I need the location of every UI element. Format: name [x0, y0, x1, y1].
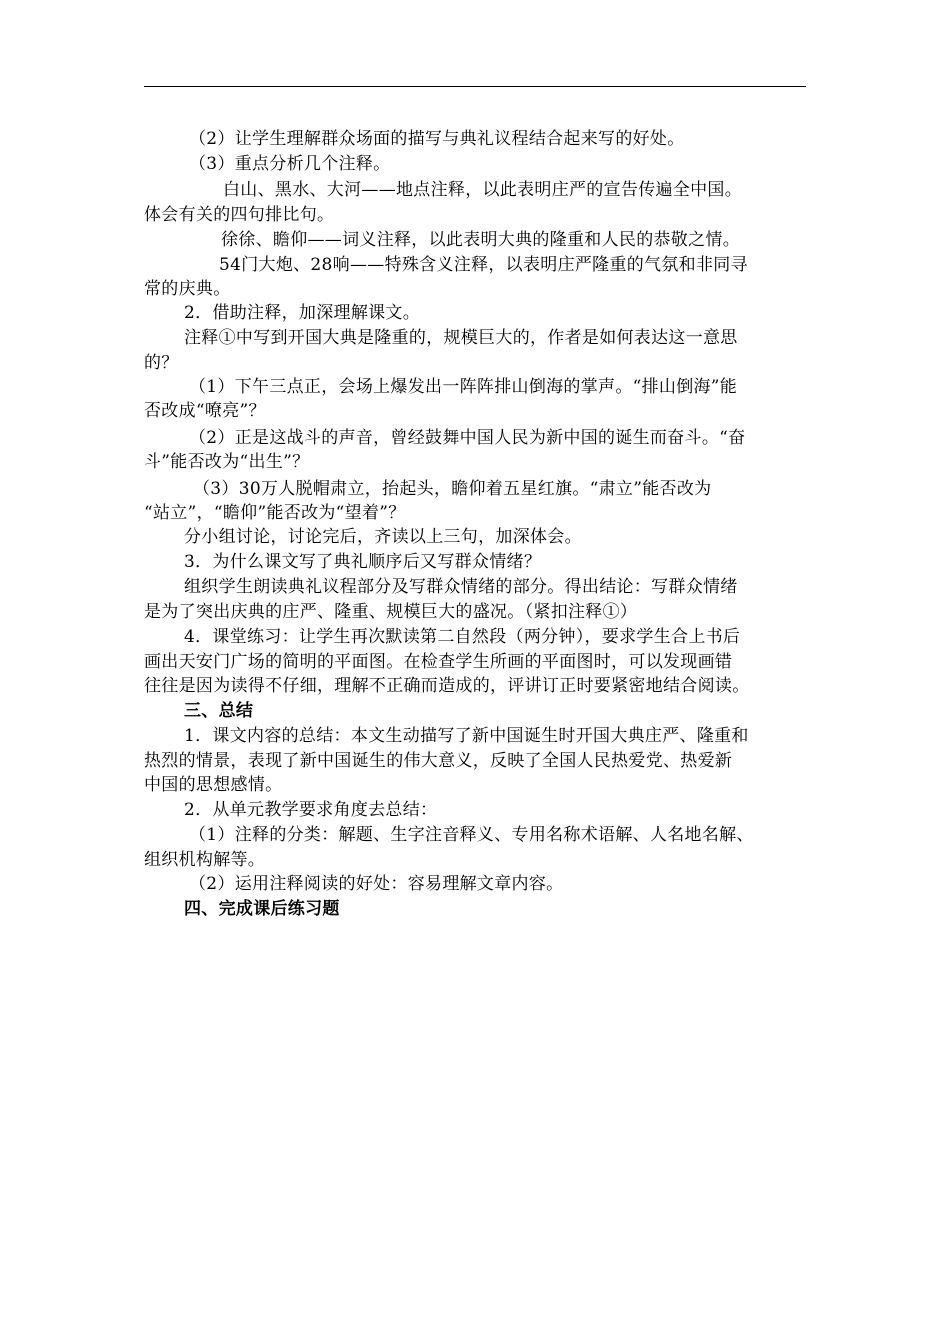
text-line: 白山、黑水、大河——地点注释，以此表明庄严的宣告传遍全中国。 — [223, 180, 742, 200]
text-line: 3．为什么课文写了典礼顺序后又写群众情绪？ — [184, 552, 542, 572]
text-line: 常的庆典。 — [144, 279, 231, 299]
text-line: 体会有关的四句排比句。 — [144, 205, 335, 225]
section-heading: 四、完成课后练习题 — [184, 899, 340, 919]
text-line: 是为了突出庆典的庄严、隆重、规模巨大的盛况。（紧扣注释①） — [144, 602, 638, 622]
text-line: 热烈的情景，表现了新中国诞生的伟大意义，反映了全国人民热爱党、热爱新 — [144, 751, 733, 771]
text-line: 注释①中写到开国大典是隆重的，规模巨大的，作者是如何表达这一意思 — [184, 328, 738, 348]
text-line: 否改成“嘹亮”？ — [144, 401, 266, 421]
text-line: （3）30万人脱帽肃立，抬起头，瞻仰着五星红旗。“肃立”能否改为 — [193, 479, 712, 499]
text-line: （2）正是这战斗的声音，曾经鼓舞中国人民为新中国的诞生而奋斗。“奋 — [189, 428, 746, 448]
text-line: 的？ — [144, 353, 179, 373]
header-rule — [144, 86, 806, 87]
text-line: 2．从单元教学要求角度去总结： — [184, 800, 438, 820]
text-line: 1．课文内容的总结：本文生动描写了新中国诞生时开国大典庄严、隆重和 — [184, 726, 749, 746]
text-line: （3）重点分析几个注释。 — [189, 154, 391, 174]
text-line: 4．课堂练习：让学生再次默读第二自然段（两分钟），要求学生合上书后 — [184, 627, 741, 647]
text-line: 画出天安门广场的简明的平面图。在检查学生所画的平面图时，可以发现画错 — [144, 652, 733, 672]
text-line: “站立”，“瞻仰”能否改为“望着”？ — [144, 503, 406, 523]
text-line: （2）运用注释阅读的好处：容易理解文章内容。 — [189, 874, 564, 894]
text-line: 中国的思想感情。 — [144, 775, 283, 795]
text-line: （2）让学生理解群众场面的描写与典礼议程结合起来写的好处。 — [189, 129, 685, 149]
text-line: 分小组讨论，讨论完后，齐读以上三句，加深体会。 — [184, 527, 582, 547]
text-line: 徐徐、瞻仰——词义注释，以此表明大典的隆重和人民的恭敬之情。 — [221, 230, 740, 250]
text-line: 斗”能否改为“出生”？ — [144, 452, 310, 472]
text-line: （1）注释的分类：解题、生字注音释义、专用名称术语解、人名地名解、 — [189, 825, 754, 845]
text-line: 组织机构解等。 — [144, 850, 266, 870]
text-line: （1）下午三点正，会场上爆发出一阵阵排山倒海的掌声。“排山倒海”能 — [189, 377, 738, 397]
section-heading: 三、总结 — [184, 701, 254, 721]
text-line: 2．借助注释，加深理解课文。 — [184, 303, 421, 323]
text-line: 组织学生朗读典礼议程部分及写群众情绪的部分。得出结论：写群众情绪 — [184, 577, 738, 597]
text-line: 54门大炮、28响——特殊含义注释，以表明庄严隆重的气氛和非同寻 — [219, 255, 748, 275]
text-line: 往往是因为读得不仔细，理解不正确而造成的，评讲订正时要紧密地结合阅读。 — [144, 676, 750, 696]
